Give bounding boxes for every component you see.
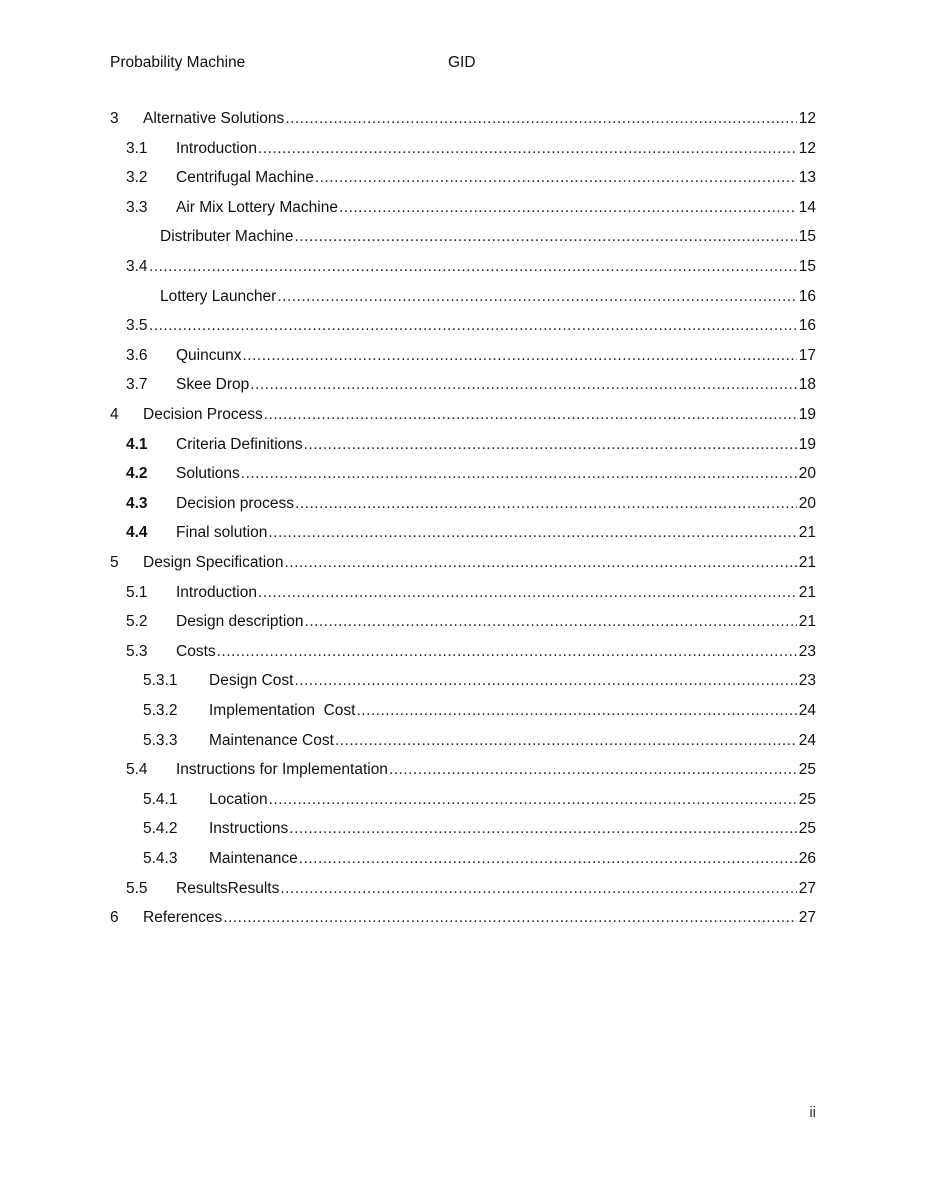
toc-entry-page: 16 [797, 286, 816, 308]
toc-entry-page: 25 [797, 759, 816, 781]
toc-entry[interactable] [0, 730, 926, 752]
toc-entry-number: 5.1 [126, 583, 148, 601]
toc-entry[interactable] [0, 582, 926, 604]
toc-entry-label: Instructions for Implementation [176, 759, 389, 781]
toc-dot-leader [217, 641, 797, 663]
toc-entry-number: 5.4.2 [143, 820, 178, 838]
toc-entry[interactable] [0, 197, 926, 219]
toc-entry-number: 4.1 [126, 435, 148, 453]
page-number: ii [809, 1104, 816, 1121]
toc-dot-leader [149, 315, 797, 337]
toc-entry[interactable] [0, 256, 926, 278]
toc-dot-leader [258, 138, 797, 160]
toc-entry-label: Final solution [176, 522, 268, 544]
toc-entry[interactable] [0, 286, 926, 308]
toc-entry[interactable] [0, 315, 926, 337]
toc-entry-page: 21 [797, 522, 816, 544]
toc-entry[interactable] [0, 167, 926, 189]
toc-entry[interactable] [0, 404, 926, 426]
toc-entry-number: 3 [110, 110, 119, 127]
toc-dot-leader [284, 552, 796, 574]
toc-dot-leader [268, 522, 796, 544]
toc-entry-page: 25 [797, 789, 816, 811]
document-title: Probability Machine [110, 54, 246, 71]
toc-entry[interactable] [0, 434, 926, 456]
toc-entry-page: 24 [797, 730, 816, 752]
toc-entry-number: 5.3.3 [143, 731, 178, 749]
toc-dot-leader [280, 878, 796, 900]
toc-entry-label: Introduction [176, 582, 258, 604]
toc-entry-page: 12 [797, 108, 816, 130]
toc-entry-number: 4.4 [126, 524, 148, 542]
toc-dot-leader [269, 789, 797, 811]
toc-entry-label: Location [209, 789, 269, 811]
toc-dot-leader [289, 818, 796, 840]
toc-entry[interactable] [0, 374, 926, 396]
toc-dot-leader [339, 197, 797, 219]
toc-dot-leader [223, 907, 796, 929]
toc-entry[interactable] [0, 522, 926, 544]
toc-entry-page: 20 [797, 493, 816, 515]
toc-entry-page: 15 [797, 226, 816, 248]
toc-entry-page: 16 [797, 315, 816, 337]
toc-entry[interactable] [0, 789, 926, 811]
toc-entry-number: 5.3.2 [143, 702, 178, 719]
toc-entry-label: Maintenance Cost [209, 730, 335, 752]
toc-entry-label: Lottery Launcher [160, 286, 277, 308]
toc-entry[interactable] [0, 641, 926, 663]
toc-entry-page: 27 [797, 878, 816, 900]
toc-dot-leader [304, 434, 797, 456]
toc-entry-number: 6 [110, 909, 119, 927]
toc-entry-label: Design Specification [143, 552, 284, 574]
page-header [110, 54, 816, 74]
toc-dot-leader [299, 848, 797, 870]
toc-entry-page: 27 [797, 907, 816, 929]
toc-entry-label: Air Mix Lottery Machine [176, 197, 339, 219]
toc-entry[interactable] [0, 345, 926, 367]
toc-entry-number: 5.2 [126, 613, 148, 631]
toc-dot-leader [315, 167, 797, 189]
toc-entry[interactable] [0, 108, 926, 130]
toc-dot-leader [335, 730, 797, 752]
toc-entry-number: 4.3 [126, 494, 148, 512]
toc-dot-leader [356, 700, 796, 722]
toc-entry-page: 23 [797, 641, 816, 663]
toc-entry-label: Quincunx [176, 345, 242, 367]
toc-dot-leader [389, 759, 797, 781]
toc-entry-label: Skee Drop [176, 374, 250, 396]
toc-entry-page: 21 [797, 582, 816, 604]
toc-entry[interactable] [0, 611, 926, 633]
toc-entry-page: 18 [797, 374, 816, 396]
toc-entry-label: Implementation Cost [209, 700, 356, 722]
toc-entry-number: 3.5 [126, 317, 148, 335]
toc-entry-page: 13 [797, 167, 816, 189]
toc-entry-number: 3.7 [126, 376, 148, 394]
toc-entry-number: 5.5 [126, 879, 148, 897]
toc-entry-number: 3.2 [126, 169, 148, 187]
toc-entry-label: Maintenance [209, 848, 299, 870]
toc-entry-label: Costs [176, 641, 217, 663]
toc-entry-number: 5.4.1 [143, 790, 178, 808]
toc-entry-number: 4.2 [126, 465, 148, 483]
toc-entry-label: Design description [176, 611, 305, 633]
toc-entry[interactable] [0, 848, 926, 870]
toc-entry-page: 20 [797, 463, 816, 485]
toc-entry-label: Solutions [176, 463, 241, 485]
toc-dot-leader [149, 256, 797, 278]
toc-dot-leader [295, 493, 797, 515]
toc-dot-leader [295, 226, 797, 248]
toc-entry-page: 24 [797, 700, 816, 722]
toc-entry-label: ResultsResults [176, 878, 280, 900]
toc-entry-label: Centrifugal Machine [176, 167, 315, 189]
toc-entry-page: 12 [797, 138, 816, 160]
toc-entry[interactable] [0, 463, 926, 485]
toc-entry[interactable] [0, 138, 926, 160]
toc-entry-label: Design Cost [209, 670, 294, 692]
toc-entry-label: Decision process [176, 493, 295, 515]
toc-entry-number: 5 [110, 554, 119, 571]
toc-entry[interactable] [0, 700, 926, 722]
toc-entry[interactable] [0, 493, 926, 515]
toc-dot-leader [250, 374, 797, 396]
toc-entry-number: 5.3 [126, 642, 148, 660]
toc-entry[interactable] [0, 878, 926, 900]
toc-dot-leader [294, 670, 796, 692]
toc-entry[interactable] [0, 226, 926, 248]
toc-entry-page: 21 [797, 552, 816, 574]
toc-entry-page: 25 [797, 818, 816, 840]
toc-dot-leader [285, 108, 796, 130]
toc-entry-label: Distributer Machine [160, 226, 295, 248]
group-id: GID [448, 54, 476, 71]
toc-entry[interactable] [0, 670, 926, 692]
toc-entry[interactable] [0, 552, 926, 574]
toc-entry-label: Decision Process [143, 404, 264, 426]
toc-entry-page: 19 [797, 404, 816, 426]
toc-entry-page: 23 [797, 670, 816, 692]
toc-entry-number: 3.4 [126, 258, 148, 275]
toc-entry-number: 5.4.3 [143, 850, 178, 867]
toc-entry-number: 3.6 [126, 346, 148, 364]
toc-entry-number: 5.4 [126, 761, 148, 779]
toc-entry[interactable] [0, 907, 926, 929]
toc-entry-label: Instructions [209, 818, 289, 840]
toc-entry-page: 17 [797, 345, 816, 367]
toc-entry-page: 14 [797, 197, 816, 219]
toc-dot-leader [277, 286, 796, 308]
toc-entry-page: 19 [797, 434, 816, 456]
toc-entry-label: Alternative Solutions [143, 108, 285, 130]
toc-entry[interactable] [0, 818, 926, 840]
toc-entry-page: 15 [797, 256, 816, 278]
toc-dot-leader [305, 611, 797, 633]
toc-dot-leader [258, 582, 797, 604]
toc-dot-leader [242, 345, 796, 367]
toc-entry-label: Introduction [176, 138, 258, 160]
toc-entry-label: References [143, 907, 223, 929]
toc-entry-label: Criteria Definitions [176, 434, 304, 456]
toc-entry-number: 3.1 [126, 139, 148, 157]
toc-entry-number: 4 [110, 406, 119, 423]
toc-entry-page: 21 [797, 611, 816, 633]
toc-entry-number: 3.3 [126, 198, 148, 216]
toc-entry[interactable] [0, 759, 926, 781]
toc-entry-page: 26 [797, 848, 816, 870]
toc-entry-number: 5.3.1 [143, 672, 178, 690]
toc-dot-leader [264, 404, 797, 426]
toc-dot-leader [241, 463, 797, 485]
